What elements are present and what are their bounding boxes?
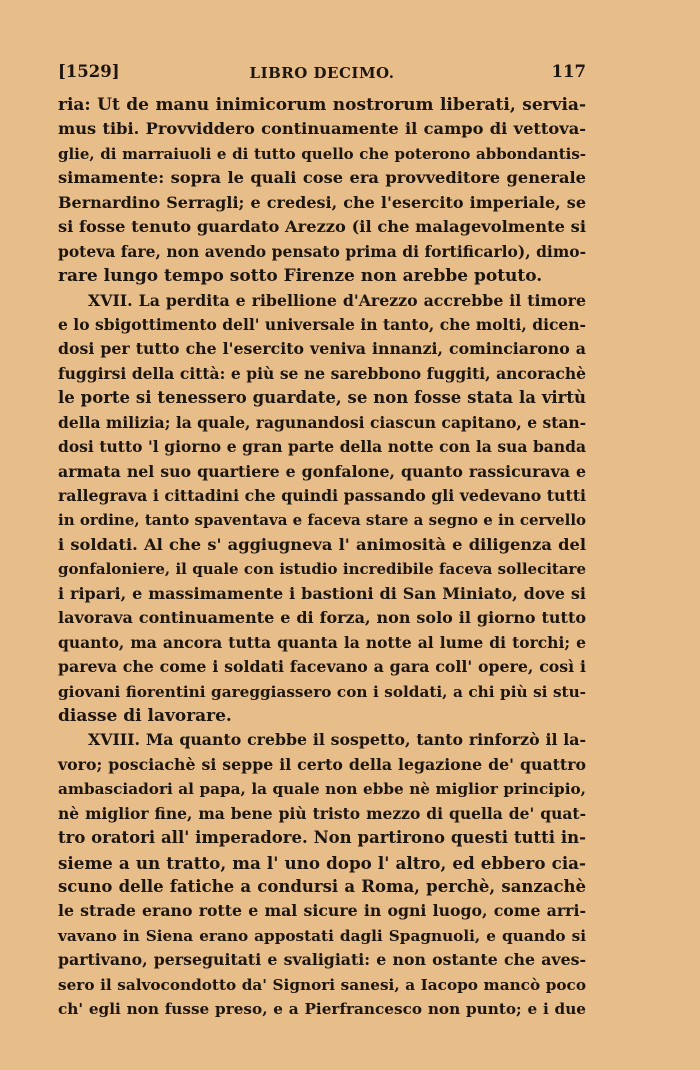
text-line: sero il salvocondotto da' Signori sanesi, a Iacopo mancò poco xyxy=(58,975,586,994)
text-line: dosi tutto 'l giorno e gran parte della notte con la sua banda xyxy=(58,437,586,457)
section-heading-line: XVII. La perdita e ribellione d'Arezzo accrebbe il timore xyxy=(88,290,586,310)
text-line: ria: Ut de manu inimicorum nostrorum liberati, servia- xyxy=(58,95,586,115)
page-number: 117 xyxy=(551,62,586,81)
text-line: voro; posciachè si seppe il certo della legazione de' quattro xyxy=(58,754,586,774)
text-line: quanto, ma ancora tutta quanta la notte al lume di torchi; e xyxy=(58,632,586,652)
text-line: poteva fare, non avendo pensato prima di fortificarlo), dimo- xyxy=(58,241,586,261)
text-line: si fosse tenuto guardato Arezzo (il che malagevolmente si xyxy=(58,217,586,237)
book-title: LIBRO DECIMO. xyxy=(249,64,395,82)
text-line: glie, di marraiuoli e di tutto quello che poterono abbondantis- xyxy=(58,144,586,163)
text-line: ch' egli non fusse preso, e a Pierfrancesco non punto; e i due xyxy=(58,1000,586,1019)
text-line: dosi per tutto che l'esercito veniva innanzi, cominciarono a xyxy=(58,339,586,359)
section-heading-line: XVIII. Ma quanto crebbe il sospetto, tanto rinforzò il la- xyxy=(88,730,586,750)
text-line: simamente: sopra le quali cose era provveditore generale xyxy=(58,168,586,188)
text-line: le strade erano rotte e mal sicure in ogni luogo, come arri- xyxy=(58,901,586,921)
text-line: le porte si tenessero guardate, se non fosse stata la virtù xyxy=(58,388,586,408)
text-line: lavorava continuamente e di forza, non solo il giorno tutto xyxy=(58,608,586,628)
text-line: rallegrava i cittadini che quindi passando gli vedevano tutti xyxy=(58,486,586,505)
running-head xyxy=(58,62,586,90)
text-line: Bernardino Serragli; e credesi, che l'esercito imperiale, se xyxy=(58,192,586,212)
text-line: mus tibi. Provviddero continuamente il campo di vettova- xyxy=(58,119,586,139)
text-line: nè miglior fine, ma bene più tristo mezzo di quella de' quat- xyxy=(58,803,586,823)
body-text xyxy=(58,93,586,1022)
text-line: armata nel suo quartiere e gonfalone, quanto rassicurava e xyxy=(58,461,586,481)
text-line: giovani fiorentini gareggiassero con i soldati, a chi più si stu- xyxy=(58,682,586,701)
text-line: rare lungo tempo sotto Firenze non arebbe potuto. xyxy=(58,266,543,287)
text-line: gonfaloniere, il quale con istudio incredibile faceva sollecitare xyxy=(58,560,586,579)
text-line: i ripari, e massimamente i bastioni di San Miniato, dove si xyxy=(58,583,586,603)
text-line: vavano in Siena erano appostati dagli Spagnuoli, e quando si xyxy=(58,926,586,945)
text-line: i soldati. Al che s' aggiugneva l' animosità e diligenza del xyxy=(58,534,586,554)
text-line: tro oratori all' imperadore. Non partirono questi tutti in- xyxy=(58,828,586,848)
text-line: della milizia; la quale, ragunandosi ciascun capitano, e stan- xyxy=(58,412,587,432)
year-marker: [1529] xyxy=(58,62,120,81)
text-line: ambasciadori al papa, la quale non ebbe nè miglior principio, xyxy=(58,780,586,799)
text-line: pareva che come i soldati facevano a gara coll' opere, così i xyxy=(58,657,586,677)
text-line: e lo sbigottimento dell' universale in tanto, che molti, dicen- xyxy=(58,314,586,334)
text-line: diasse di lavorare. xyxy=(58,705,232,726)
text-line: partivano, perseguitati e svaligiati: e non ostante che aves- xyxy=(58,950,586,970)
text-line: scuno delle fatiche a condursi a Roma, perchè, sanzachè xyxy=(58,877,586,896)
text-line: sieme a un tratto, ma l' uno dopo l' altro, ed ebbero cia- xyxy=(58,852,586,873)
text-line: in ordine, tanto spaventava e faceva stare a segno e in cervello xyxy=(58,511,587,530)
text-line: fuggirsi della città: e più se ne sarebbono fuggiti, ancorachè xyxy=(58,363,586,383)
